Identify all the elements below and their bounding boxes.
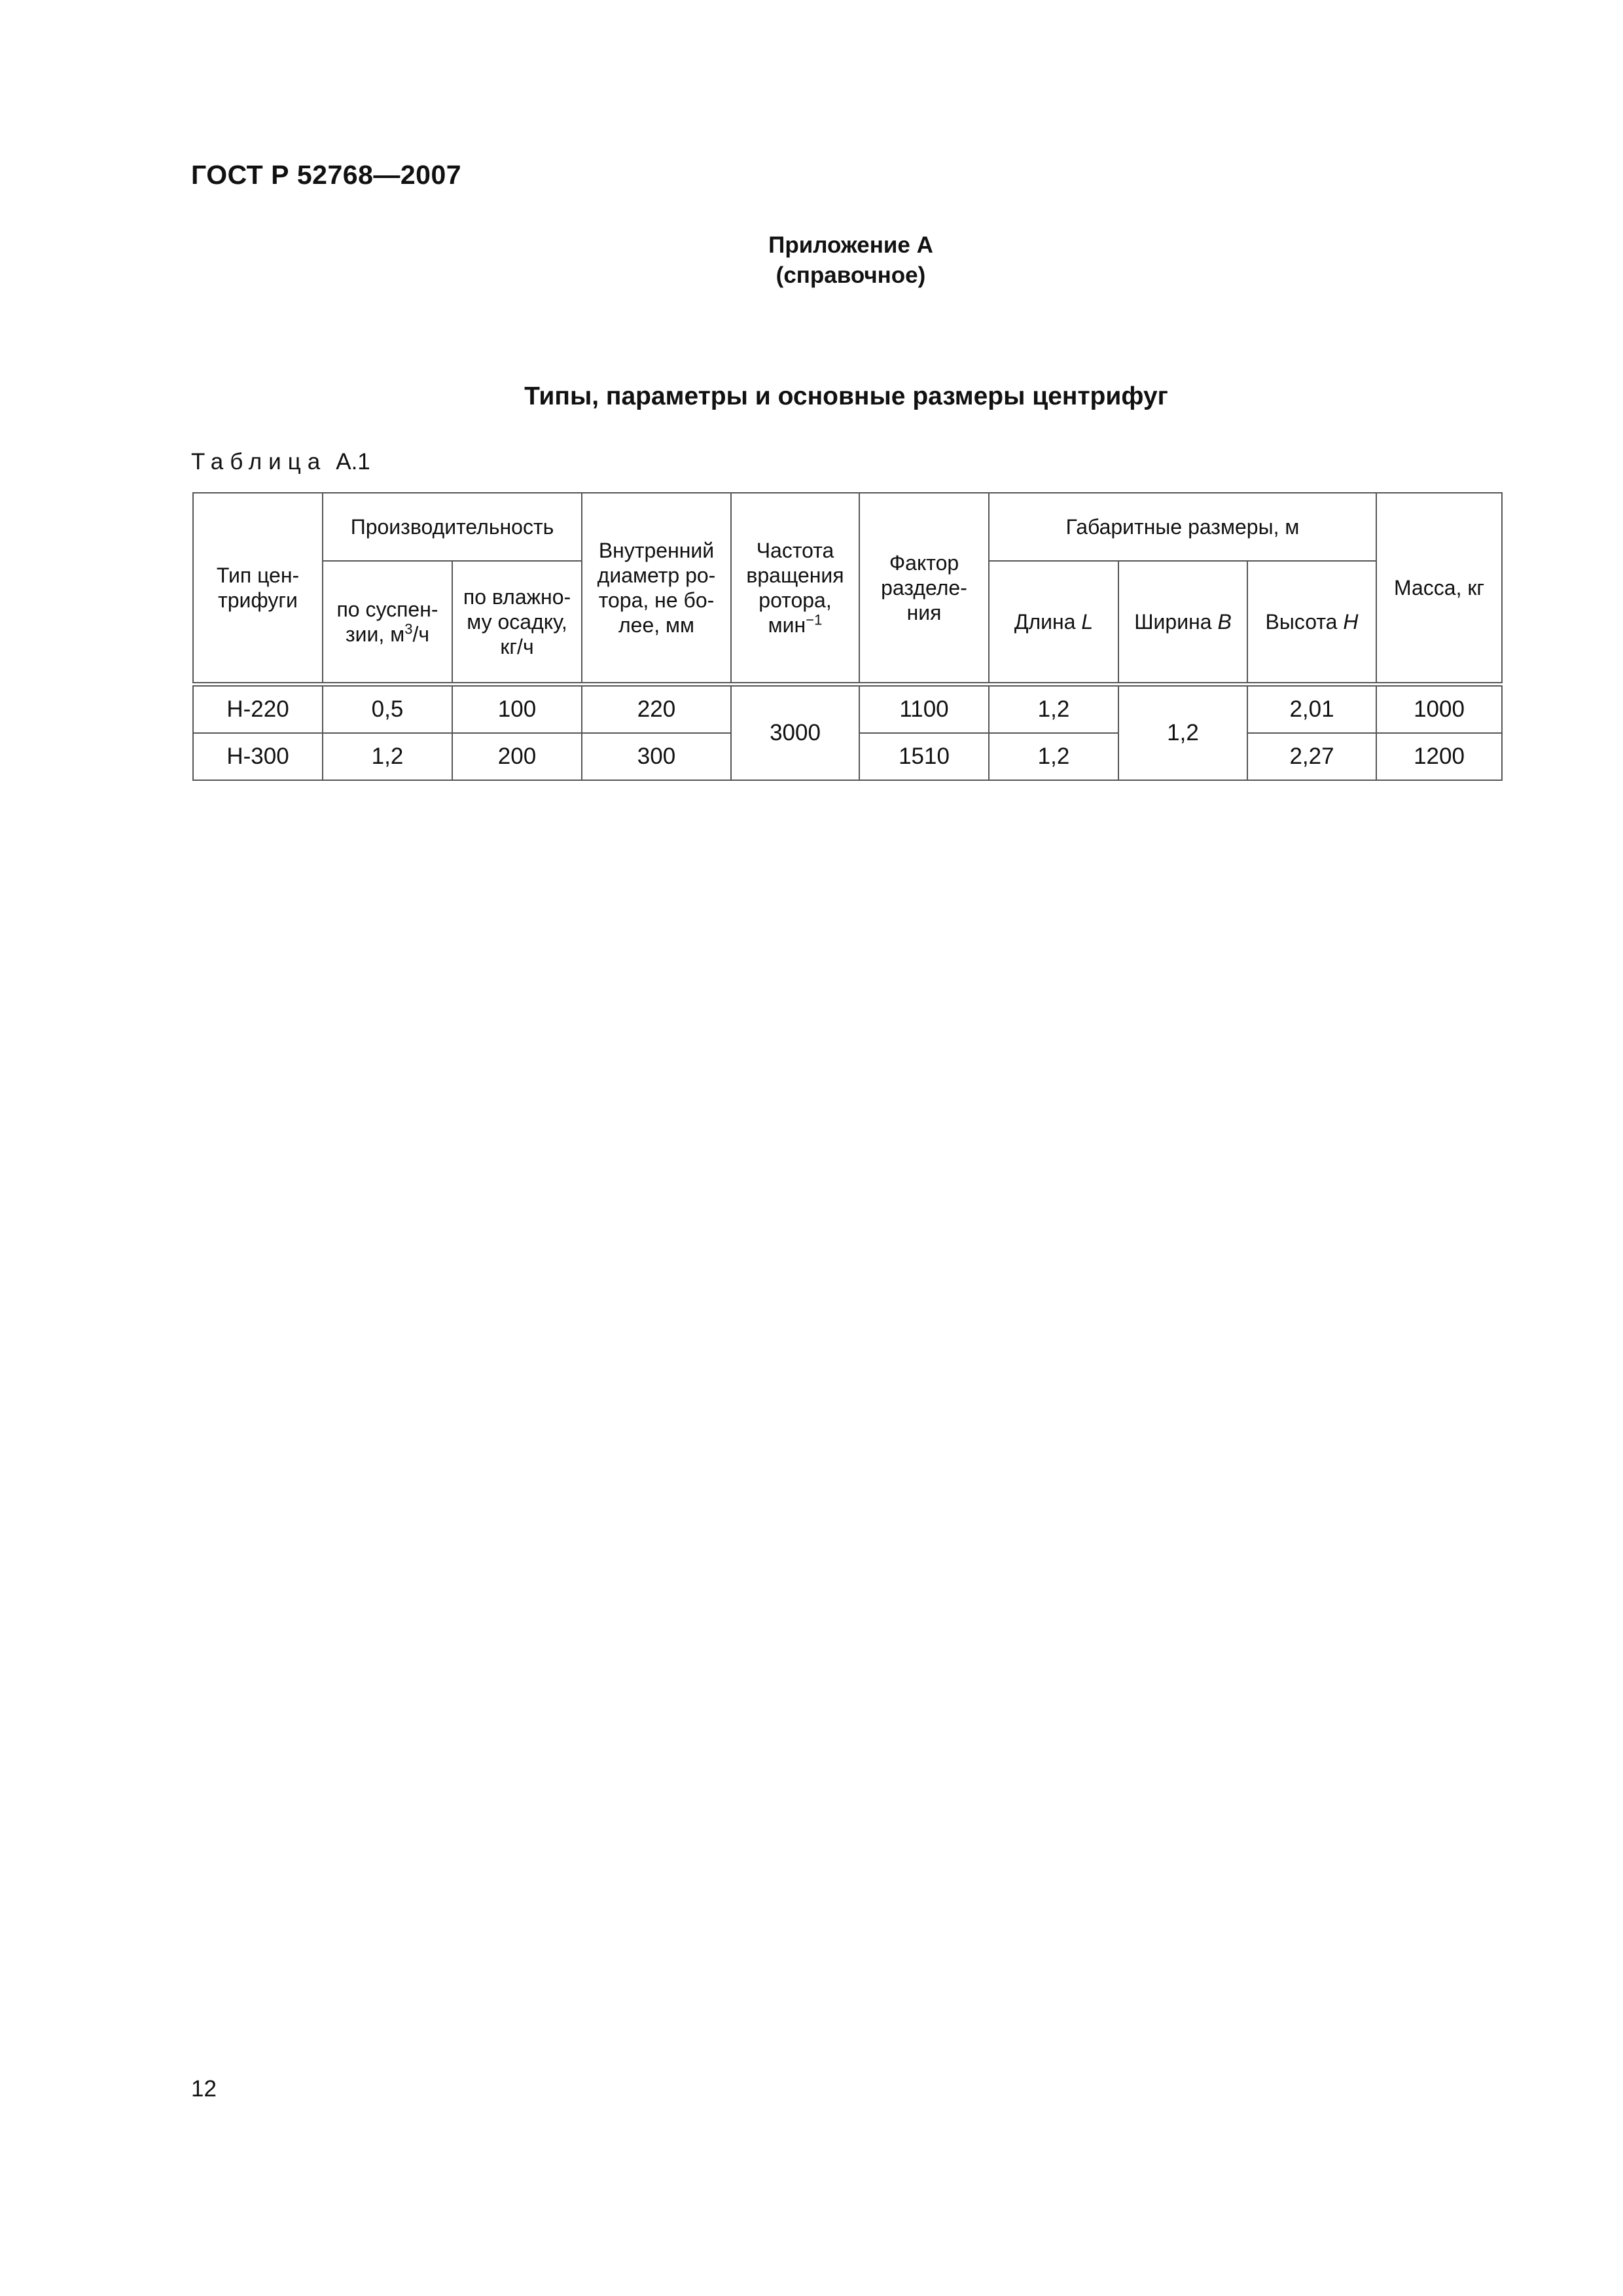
header-height (1247, 561, 1376, 685)
header-inner-diameter: Внутренний диаметр ро-тора, не бо-лее, мм (582, 493, 731, 685)
header-suspension-sup: 3 (404, 620, 413, 637)
header-separation-factor: Фактор разделе-ния (859, 493, 989, 685)
header-suspension-unit: /ч (412, 622, 429, 646)
header-productivity: Производительность (323, 493, 582, 561)
header-row-1 (193, 493, 1502, 561)
header-width (1118, 561, 1247, 685)
cell-mass: 1000 (1376, 685, 1502, 734)
cell-length: 1,2 (989, 685, 1118, 734)
table-row (193, 685, 1502, 734)
cell-inner-diameter: 300 (582, 733, 731, 780)
cell-separation-factor: 1510 (859, 733, 989, 780)
cell-height: 2,01 (1247, 685, 1376, 734)
table-label-word: Таблица (191, 449, 327, 475)
centrifuge-table (192, 492, 1503, 781)
cell-wet-sediment: 100 (452, 685, 582, 734)
header-rotation-text: Частота вращения ротора, мин (746, 539, 844, 637)
header-length-text: Длина (1014, 610, 1082, 634)
cell-type: Н-300 (193, 733, 323, 780)
cell-type: Н-220 (193, 685, 323, 734)
document-code: ГОСТ Р 52768—2007 (191, 160, 462, 190)
header-rotation-sup: −1 (806, 611, 823, 628)
header-dimensions: Габаритные размеры, м (989, 493, 1376, 561)
header-suspension-text: по суспен-зии, м (336, 598, 438, 646)
header-length (989, 561, 1118, 685)
header-wet-sediment: по влажно-му осадку, кг/ч (452, 561, 582, 685)
cell-separation-factor: 1100 (859, 685, 989, 734)
header-length-var: L (1081, 610, 1094, 634)
header-height-text: Высота (1265, 610, 1344, 634)
header-width-var: B (1217, 610, 1232, 634)
header-mass: Масса, кг (1376, 493, 1502, 685)
header-height-var: H (1343, 610, 1359, 634)
header-suspension (323, 561, 452, 685)
cell-inner-diameter: 220 (582, 685, 731, 734)
header-width-text: Ширина (1134, 610, 1218, 634)
page-number: 12 (191, 2076, 217, 2102)
table-label-number: А.1 (336, 449, 370, 475)
cell-mass: 1200 (1376, 733, 1502, 780)
cell-width: 1,2 (1118, 685, 1247, 781)
appendix-heading (713, 230, 988, 291)
cell-suspension: 1,2 (323, 733, 452, 780)
section-title: Типы, параметры и основные размеры центрифуг (524, 382, 1168, 410)
table-label (191, 449, 370, 475)
cell-length: 1,2 (989, 733, 1118, 780)
cell-rotation: 3000 (731, 685, 859, 781)
cell-height: 2,27 (1247, 733, 1376, 780)
cell-suspension: 0,5 (323, 685, 452, 734)
appendix-title: Приложение А (768, 232, 933, 258)
header-type: Тип цен-трифуги (193, 493, 323, 685)
cell-wet-sediment: 200 (452, 733, 582, 780)
header-rotation (731, 493, 859, 685)
appendix-subtitle: (справочное) (776, 262, 926, 288)
